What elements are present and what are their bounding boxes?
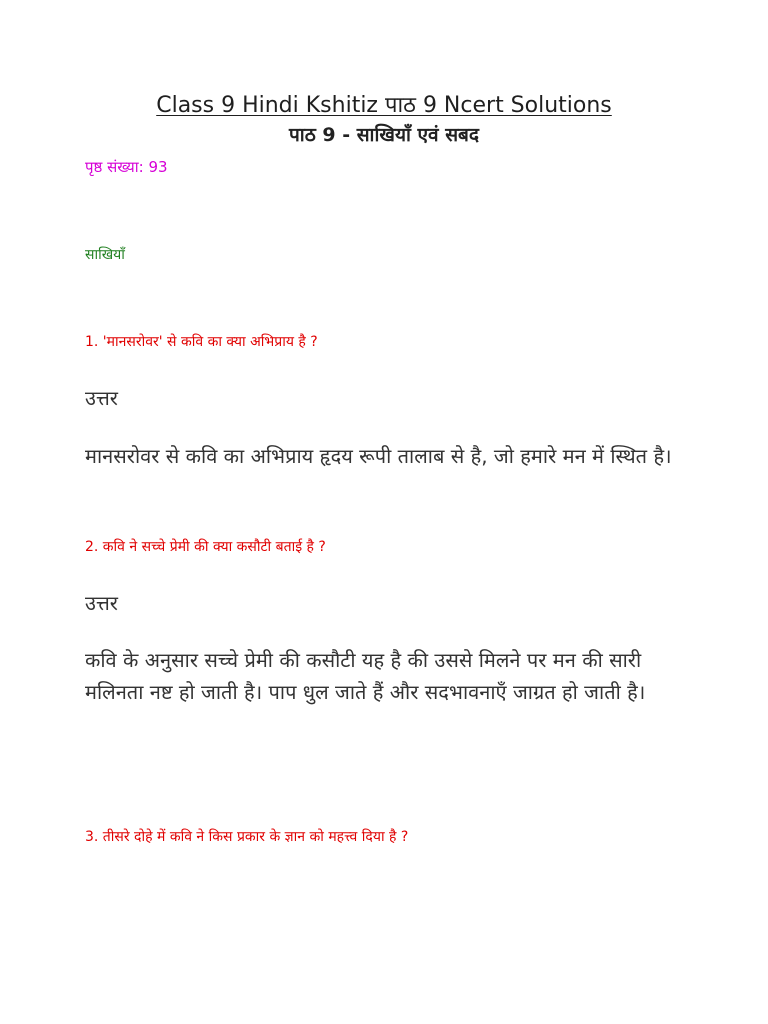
answer-label-1: उत्तर: [85, 386, 118, 410]
question-3: 3. तीसरे दोहे में कवि ने किस प्रकार के ज्ञान को महत्त्व दिया है ?: [85, 829, 409, 845]
lesson-subtitle: पाठ 9 - साखियाँ एवं सबद: [289, 124, 479, 146]
answer-text-2: कवि के अनुसार सच्चे प्रेमी की कसौटी यह है की उससे मिलने पर मन की सारी मलिनता नष्ट हो जाती है। पाप धुल जाते हैं और सदभावनाएँ जाग्रत हो जाती है।: [85, 648, 646, 704]
page-title: Class 9 Hindi Kshitiz पाठ 9 Ncert Solutions: [156, 93, 612, 118]
section-heading: साखियाँ: [85, 247, 125, 263]
answer-label-2: उत्तर: [85, 591, 118, 615]
question-1: 1. 'मानसरोवर' से कवि का क्या अभिप्राय है ?: [85, 334, 318, 350]
page-number: पृष्ठ संख्या: 93: [85, 158, 168, 176]
answer-text-1: मानसरोवर से कवि का अभिप्राय हृदय रूपी तालाब से है, जो हमारे मन में स्थित है।: [85, 444, 672, 468]
question-2: 2. कवि ने सच्चे प्रेमी की क्या कसौटी बताई है ?: [85, 539, 326, 555]
